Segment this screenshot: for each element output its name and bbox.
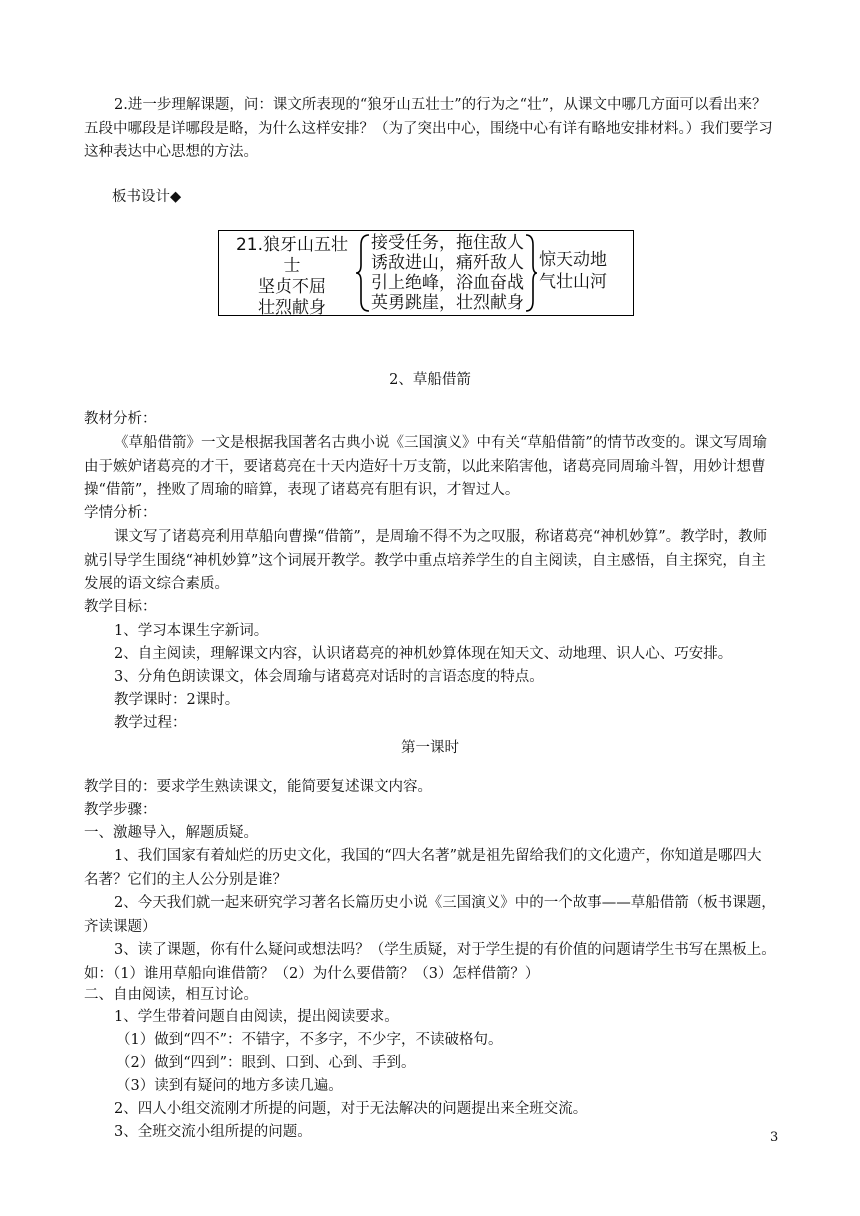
student-analysis-text: 课文写了诸葛亮利用草船向曹操“借箭”，是周瑜不得不为之叹服，称诸葛亮“神机妙算”。教学时，教师就引导学生围绕“神机妙算”这个词展开教学。教学中重点培养学生的自主阅读，自主感悟，自主探究，自主发展的语文综合素质。 (84, 529, 768, 592)
heading-teaching-goals: 教学目标： (84, 599, 157, 615)
reading-requirement: （3）读到有疑问的地方多读几遍。 (116, 1078, 343, 1094)
board-action: 引上绝峰，浴血奋战 (371, 273, 524, 293)
teaching-process: 教学过程： (114, 715, 187, 731)
session-title: 第一课时 (401, 740, 459, 756)
board-result-line: 惊天动地 (539, 250, 607, 270)
board-design-label: 板书设计◆ (112, 189, 182, 205)
goal-item: 3、分角色朗读课文，体会周瑜与诸葛亮对话时的言语态度的特点。 (114, 669, 544, 685)
right-brace-icon (524, 233, 538, 313)
material-analysis-text: 《草船借箭》一文是根据我国著名古典小说《三国演义》中有关“草船借箭”的情节改变的。课文写周瑜由于嫉妒诸葛亮的才干，要诸葛亮在十天内造好十万支箭，以此来陷害他，诸葛亮同周瑜斗智，用妙计想曹操“借箭”，挫败了周瑜的暗算，表现了诸葛亮有胆有识，才智过人。 (84, 435, 767, 498)
board-title: 21.狼牙山五壮士 (235, 235, 349, 276)
step-item: 1、学生带着问题自由阅读，提出阅读要求。 (114, 1009, 399, 1025)
teaching-aim: 教学目的：要求学生熟读课文，能简要复述课文内容。 (84, 779, 432, 795)
board-result-line: 气壮山河 (539, 272, 607, 292)
lesson-title: 2、草船借箭 (389, 372, 471, 388)
teaching-hours: 教学课时：2课时。 (114, 692, 240, 708)
goal-item: 2、自主阅读，理解课文内容，认识诸葛亮的神机妙算体现在知天文、动地理、识人心、巧安排。 (114, 646, 733, 662)
page-number: 3 (770, 1130, 779, 1145)
board-title-block (229, 235, 355, 319)
board-result (539, 249, 607, 293)
step-item: 3、全班交流小组所提的问题。 (114, 1124, 312, 1140)
paragraph-understand-title: 2.进一步理解课题，问：课文所表现的“狼牙山五壮士”的行为之“壮”，从课文中哪几方面可以看出来？五段中哪段是详哪段是略，为什么这样安排？（为了突出中心，围绕中心有详有略地安排材料。）我们要学习这种表达中心思想的方法。 (84, 97, 773, 160)
teaching-steps: 教学步骤： (84, 802, 157, 818)
board-title-line-3: 壮烈献身 (258, 298, 326, 318)
board-title-line-2: 坚贞不屈 (258, 277, 326, 297)
step-item: 3、读了课题，你有什么疑问或想法吗？（学生质疑，对于学生提的有价值的问题请学生书写在黑板上。如：（1）谁用草船向谁借箭？（2）为什么要借箭？（3）怎样借箭？） (84, 942, 776, 982)
goal-item: 1、学习本课生字新词。 (114, 623, 269, 639)
board-action: 接受任务，拖住敌人 (371, 233, 524, 253)
reading-requirement: （2）做到“四到”：眼到、口到、心到、手到。 (116, 1055, 416, 1071)
board-action: 诱敌进山，痛歼敌人 (371, 253, 524, 273)
reading-requirement: （1）做到“四不”：不错字，不多字，不少字，不读破格句。 (116, 1032, 503, 1048)
step-item: 2、四人小组交流刚才所提的问题，对于无法解决的问题提出来全班交流。 (114, 1101, 588, 1117)
step-item: 2、今天我们就一起来研究学习著名长篇历史小说《三国演义》中的一个故事——草船借箭（板书课题，齐读课题） (84, 895, 776, 935)
step-item: 1、我们国家有着灿烂的历史文化，我国的“四大名著”就是祖先留给我们的文化遗产，你知道是哪四大名著？它们的主人公分别是谁？ (84, 848, 762, 888)
heading-material-analysis: 教材分析： (84, 411, 157, 427)
step-heading: 二、自由阅读，相互讨论。 (84, 987, 258, 1003)
step-heading: 一、激趣导入，解题质疑。 (84, 825, 258, 841)
blackboard-design (218, 230, 634, 316)
left-brace-icon (355, 233, 371, 313)
board-action: 英勇跳崖，壮烈献身 (371, 293, 524, 313)
board-actions (371, 233, 524, 313)
heading-student-analysis: 学情分析： (84, 505, 157, 521)
